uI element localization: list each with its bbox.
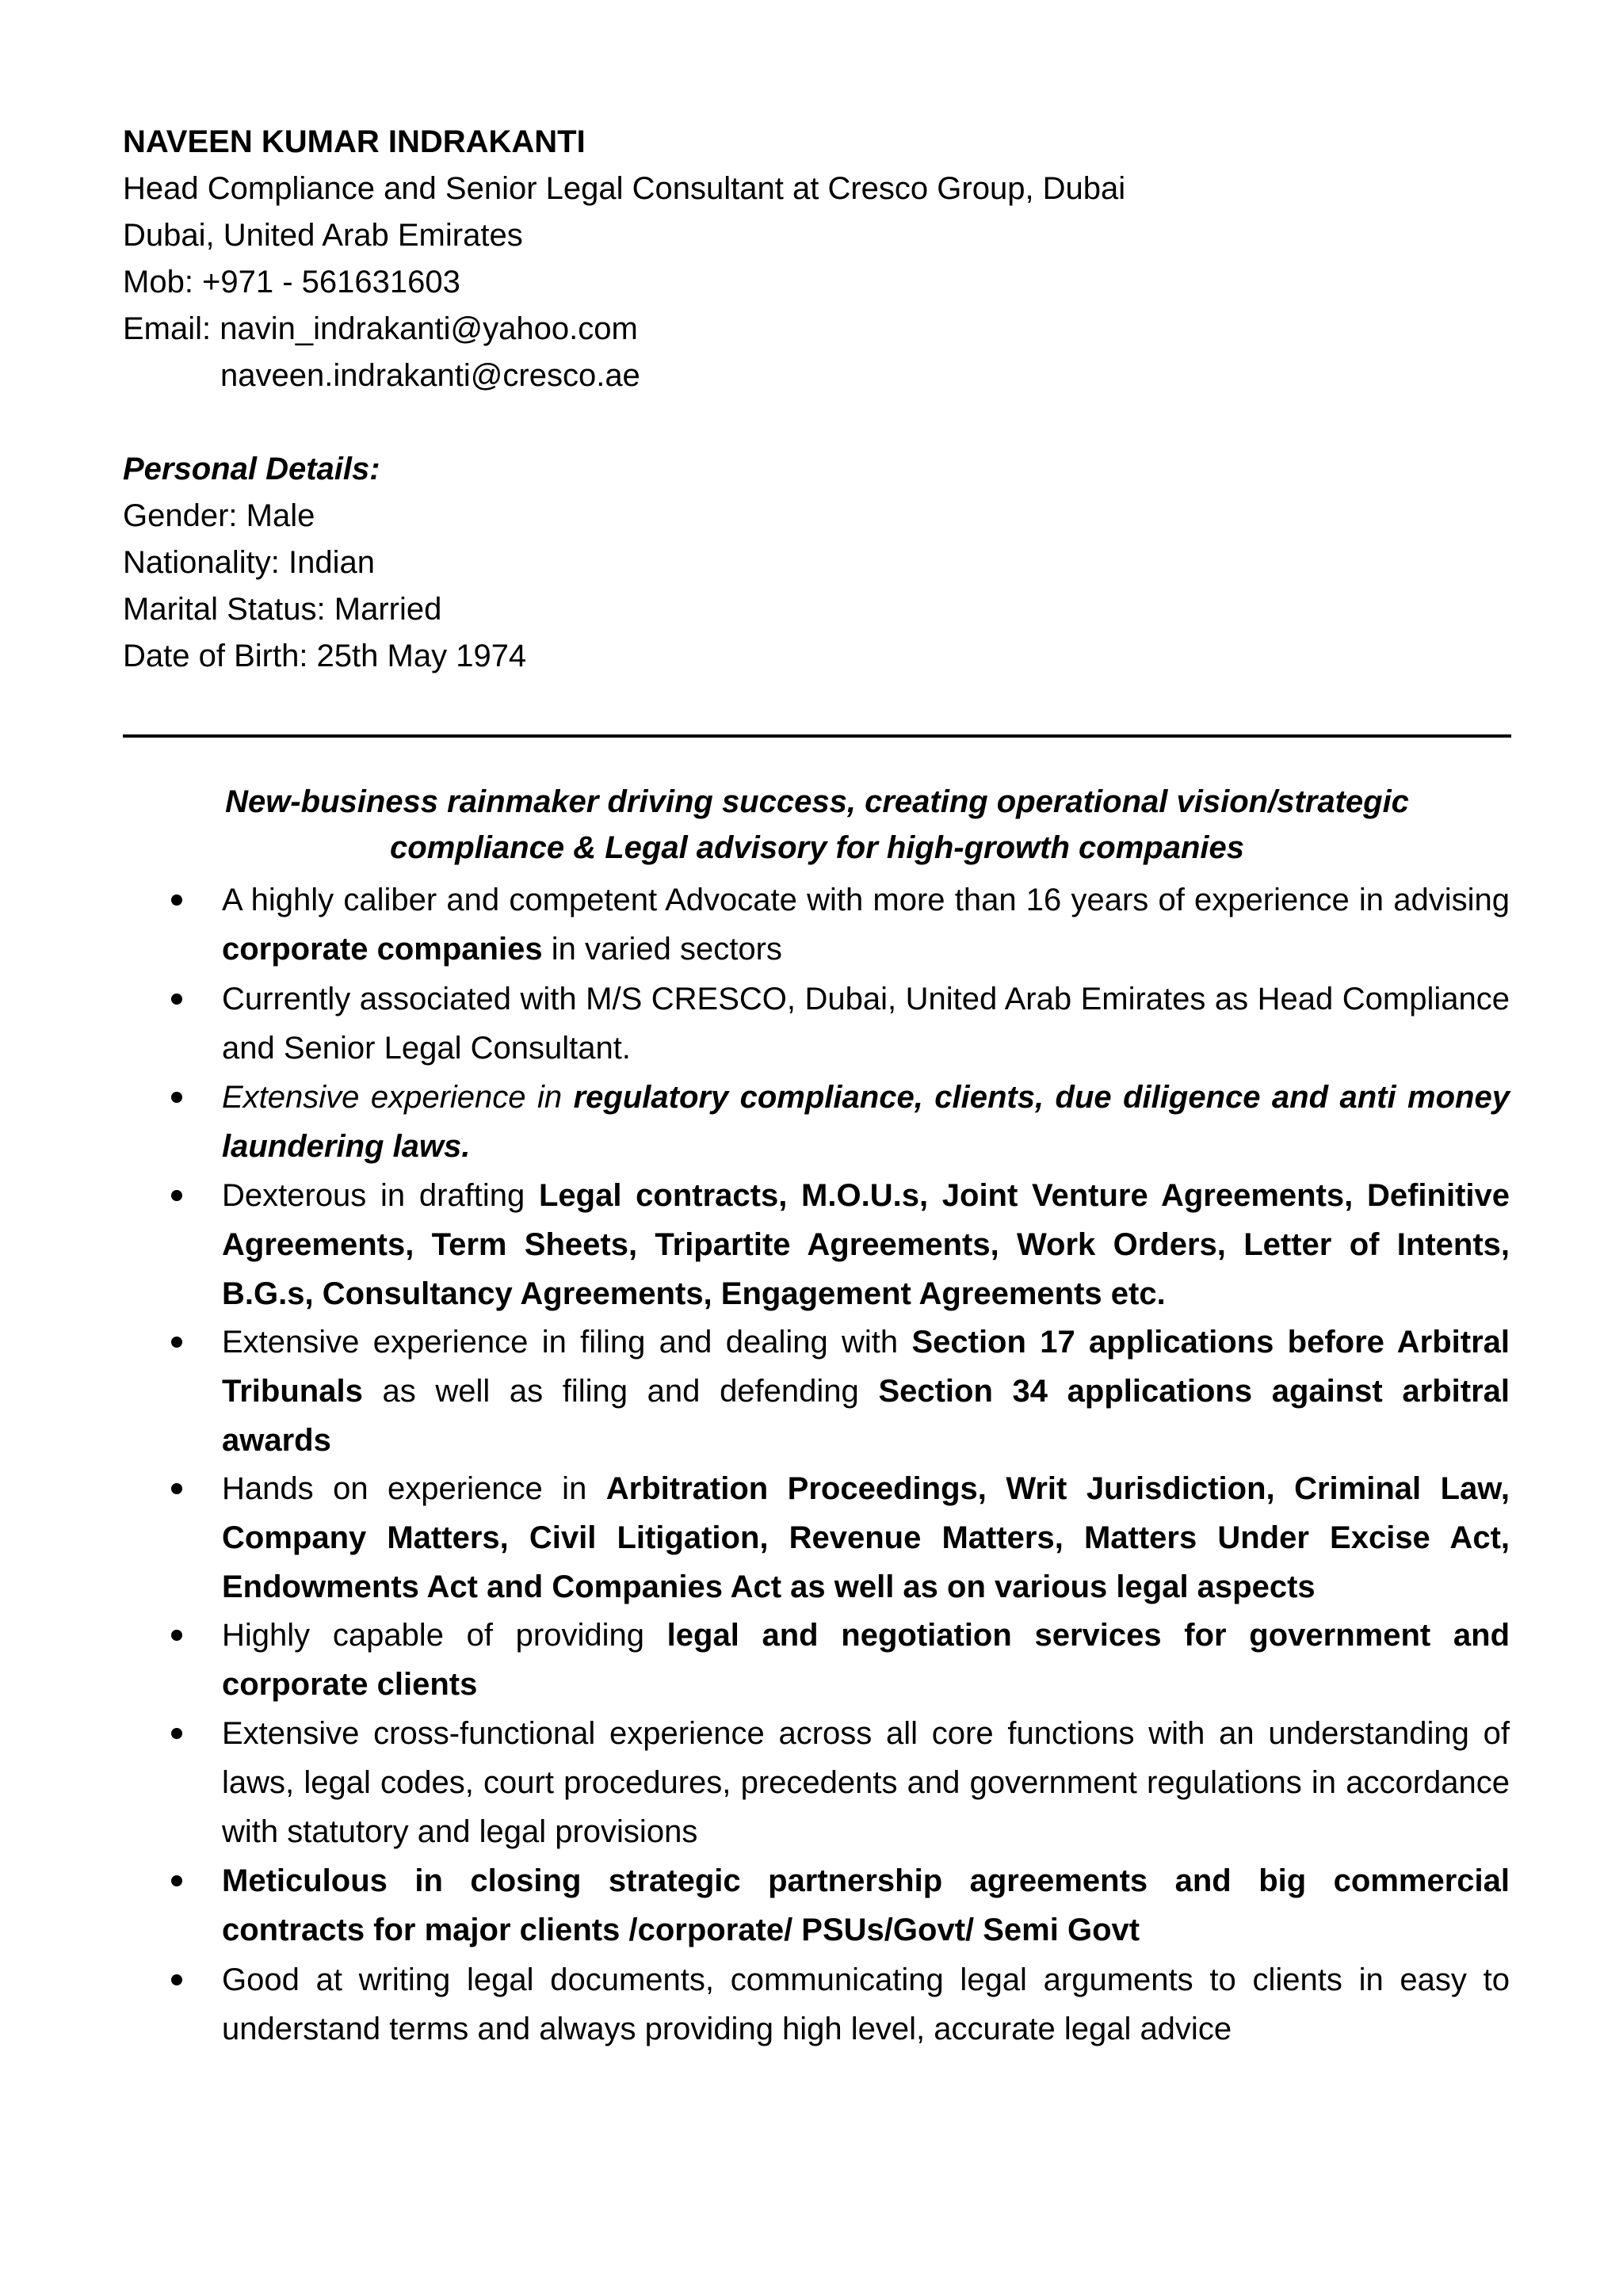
candidate-mobile: Mob: +971 - 561631603 [123,265,460,299]
bullet-marker [171,1630,182,1641]
summary-bullet-item [222,1611,1510,1709]
tagline-line-1: New-business rainmaker driving success, creating operational vision/strategic [225,784,1409,819]
candidate-email-secondary: naveen.indrakanti@cresco.ae [220,358,640,393]
candidate-name: NAVEEN KUMAR INDRAKANTI [123,124,586,159]
bullet-text-segment: Extensive cross-functional experience across all core functions with an understanding of laws, legal codes, court procedures, precedents and government regulations in accordance with statutory and legal provisions [222,1716,1510,1849]
bullet-text-segment: Hands on experience in [222,1471,606,1506]
bullet-marker [171,1728,182,1739]
summary-bullet-item [222,1464,1510,1611]
candidate-title: Head Compliance and Senior Legal Consultant at Cresco Group, Dubai [123,171,1126,206]
personal-date-of-birth: Date of Birth: 25th May 1974 [123,639,527,673]
bullet-text-segment: corporate companies [222,932,543,967]
personal-details-heading: Personal Details: [123,452,380,486]
bullet-marker [171,994,182,1005]
summary-bullet-item [222,1318,1510,1465]
summary-bullet-item [222,1856,1510,1955]
bullet-marker [171,1190,182,1201]
bullet-text-segment: Meticulous in closing strategic partnership agreements and big commercial contracts for major clients /corporate/ PSUs/Govt/ Semi Govt [222,1863,1510,1947]
bullet-text-segment: regulatory compliance, clients, due diligence and anti money laundering laws. [222,1080,1510,1164]
bullet-text-segment: Good at writing legal documents, communicating legal arguments to clients in easy to understand terms and always providing high level, accurate legal advice [222,1962,1510,2046]
summary-bullet-item [222,974,1510,1073]
candidate-location: Dubai, United Arab Emirates [123,218,523,253]
bullet-text-segment: Extensive experience in filing and dealing with [222,1325,912,1360]
summary-bullet-item [222,1073,1510,1171]
bullet-marker [171,1483,182,1494]
personal-marital-status: Marital Status: Married [123,592,442,627]
candidate-email-primary: Email: navin_indrakanti@yahoo.com [123,311,638,346]
bullet-text-segment: Dexterous in drafting [222,1178,539,1213]
bullet-text-segment: A highly caliber and competent Advocate with more than 16 years of experience in advising [222,883,1510,917]
bullet-marker [171,1092,182,1103]
summary-bullet-item [222,1171,1510,1318]
personal-gender: Gender: Male [123,498,315,533]
bullet-marker [171,1875,182,1886]
bullet-text-segment: Extensive experience in [222,1080,574,1115]
bullet-text-segment: in varied sectors [542,932,782,967]
summary-bullet-item [222,1955,1510,2054]
bullet-text-segment: Section 17 applications before Arbitral Tribunals [222,1325,1510,1409]
personal-nationality: Nationality: Indian [123,545,375,580]
bullet-marker [171,1974,182,1985]
bullet-marker [171,1337,182,1348]
tagline-line-2: compliance & Legal advisory for high-growth companies [390,830,1244,865]
summary-bullet-item [222,875,1510,974]
section-divider [123,734,1511,738]
bullet-text-segment: Arbitration Proceedings, Writ Jurisdiction, Criminal Law, Company Matters, Civil Litigation, Revenue Matters, Matters Under Excise Act, Endowments Act and Companies Act as well as on various legal aspects [222,1471,1510,1604]
bullet-text-segment: Section 34 applications against arbitral awards [222,1374,1510,1458]
bullet-text-segment: legal and negotiation services for government and corporate clients [222,1618,1510,1702]
bullet-text-segment: Highly capable of providing [222,1618,667,1653]
bullet-text-segment: as well as filing and defending [362,1374,879,1409]
summary-bullet-item [222,1709,1510,1856]
bullet-text-segment: Legal contracts, M.O.U.s, Joint Venture Agreements, Definitive Agreements, Term Sheets, Tripartite Agreements, Work Orders, Letter of Intents, B.G.s, Consultancy Agreements, Engagement Agreements etc. [222,1178,1510,1311]
bullet-text-segment: Currently associated with M/S CRESCO, Dubai, United Arab Emirates as Head Compliance and Senior Legal Consultant. [222,982,1510,1066]
bullet-marker [171,894,182,906]
